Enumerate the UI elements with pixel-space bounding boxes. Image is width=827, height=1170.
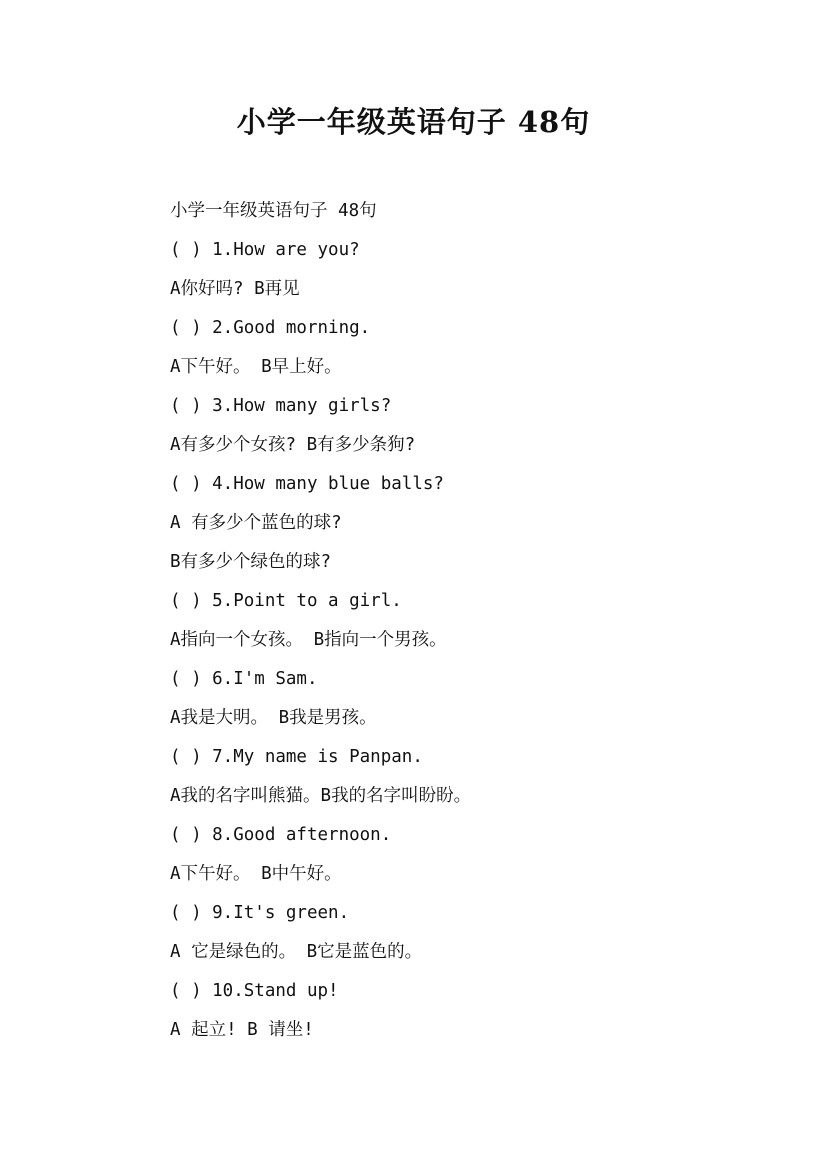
text-line: ( ) 1.How are you? (170, 240, 360, 260)
text-line: A 它是绿色的。 B它是蓝色的。 (170, 942, 423, 962)
text-line: ( ) 7.My name is Panpan. (170, 747, 423, 767)
text-line: ( ) 5.Point to a girl. (170, 591, 402, 611)
text-line: ( ) 4.How many blue balls? (170, 474, 444, 494)
text-line: A下午好。 B早上好。 (170, 357, 342, 377)
text-line: ( ) 6.I'm Sam. (170, 669, 318, 689)
text-line: A下午好。 B中午好。 (170, 864, 342, 884)
text-line: ( ) 9.It's green. (170, 903, 350, 923)
text-line: A有多少个女孩? B有多少条狗? (170, 435, 416, 455)
text-line: A指向一个女孩。 B指向一个男孩。 (170, 630, 447, 650)
text-line: A你好吗? B再见 (170, 279, 300, 299)
text-line: A我的名字叫熊猫。B我的名字叫盼盼。 (170, 786, 472, 806)
document-body (170, 195, 790, 1053)
document-title: 小学一年级英语句子 48句 (236, 105, 591, 139)
text-line: 小学一年级英语句子 48句 (170, 201, 377, 221)
text-line: ( ) 10.Stand up! (170, 981, 339, 1001)
text-line: A 有多少个蓝色的球? (170, 513, 342, 533)
text-line: ( ) 8.Good afternoon. (170, 825, 392, 845)
text-line: B有多少个绿色的球? (170, 552, 332, 572)
text-line: ( ) 3.How many girls? (170, 396, 392, 416)
text-line: A 起立! B 请坐! (170, 1020, 314, 1040)
text-line: ( ) 2.Good morning. (170, 318, 371, 338)
text-line: A我是大明。 B我是男孩。 (170, 708, 377, 728)
